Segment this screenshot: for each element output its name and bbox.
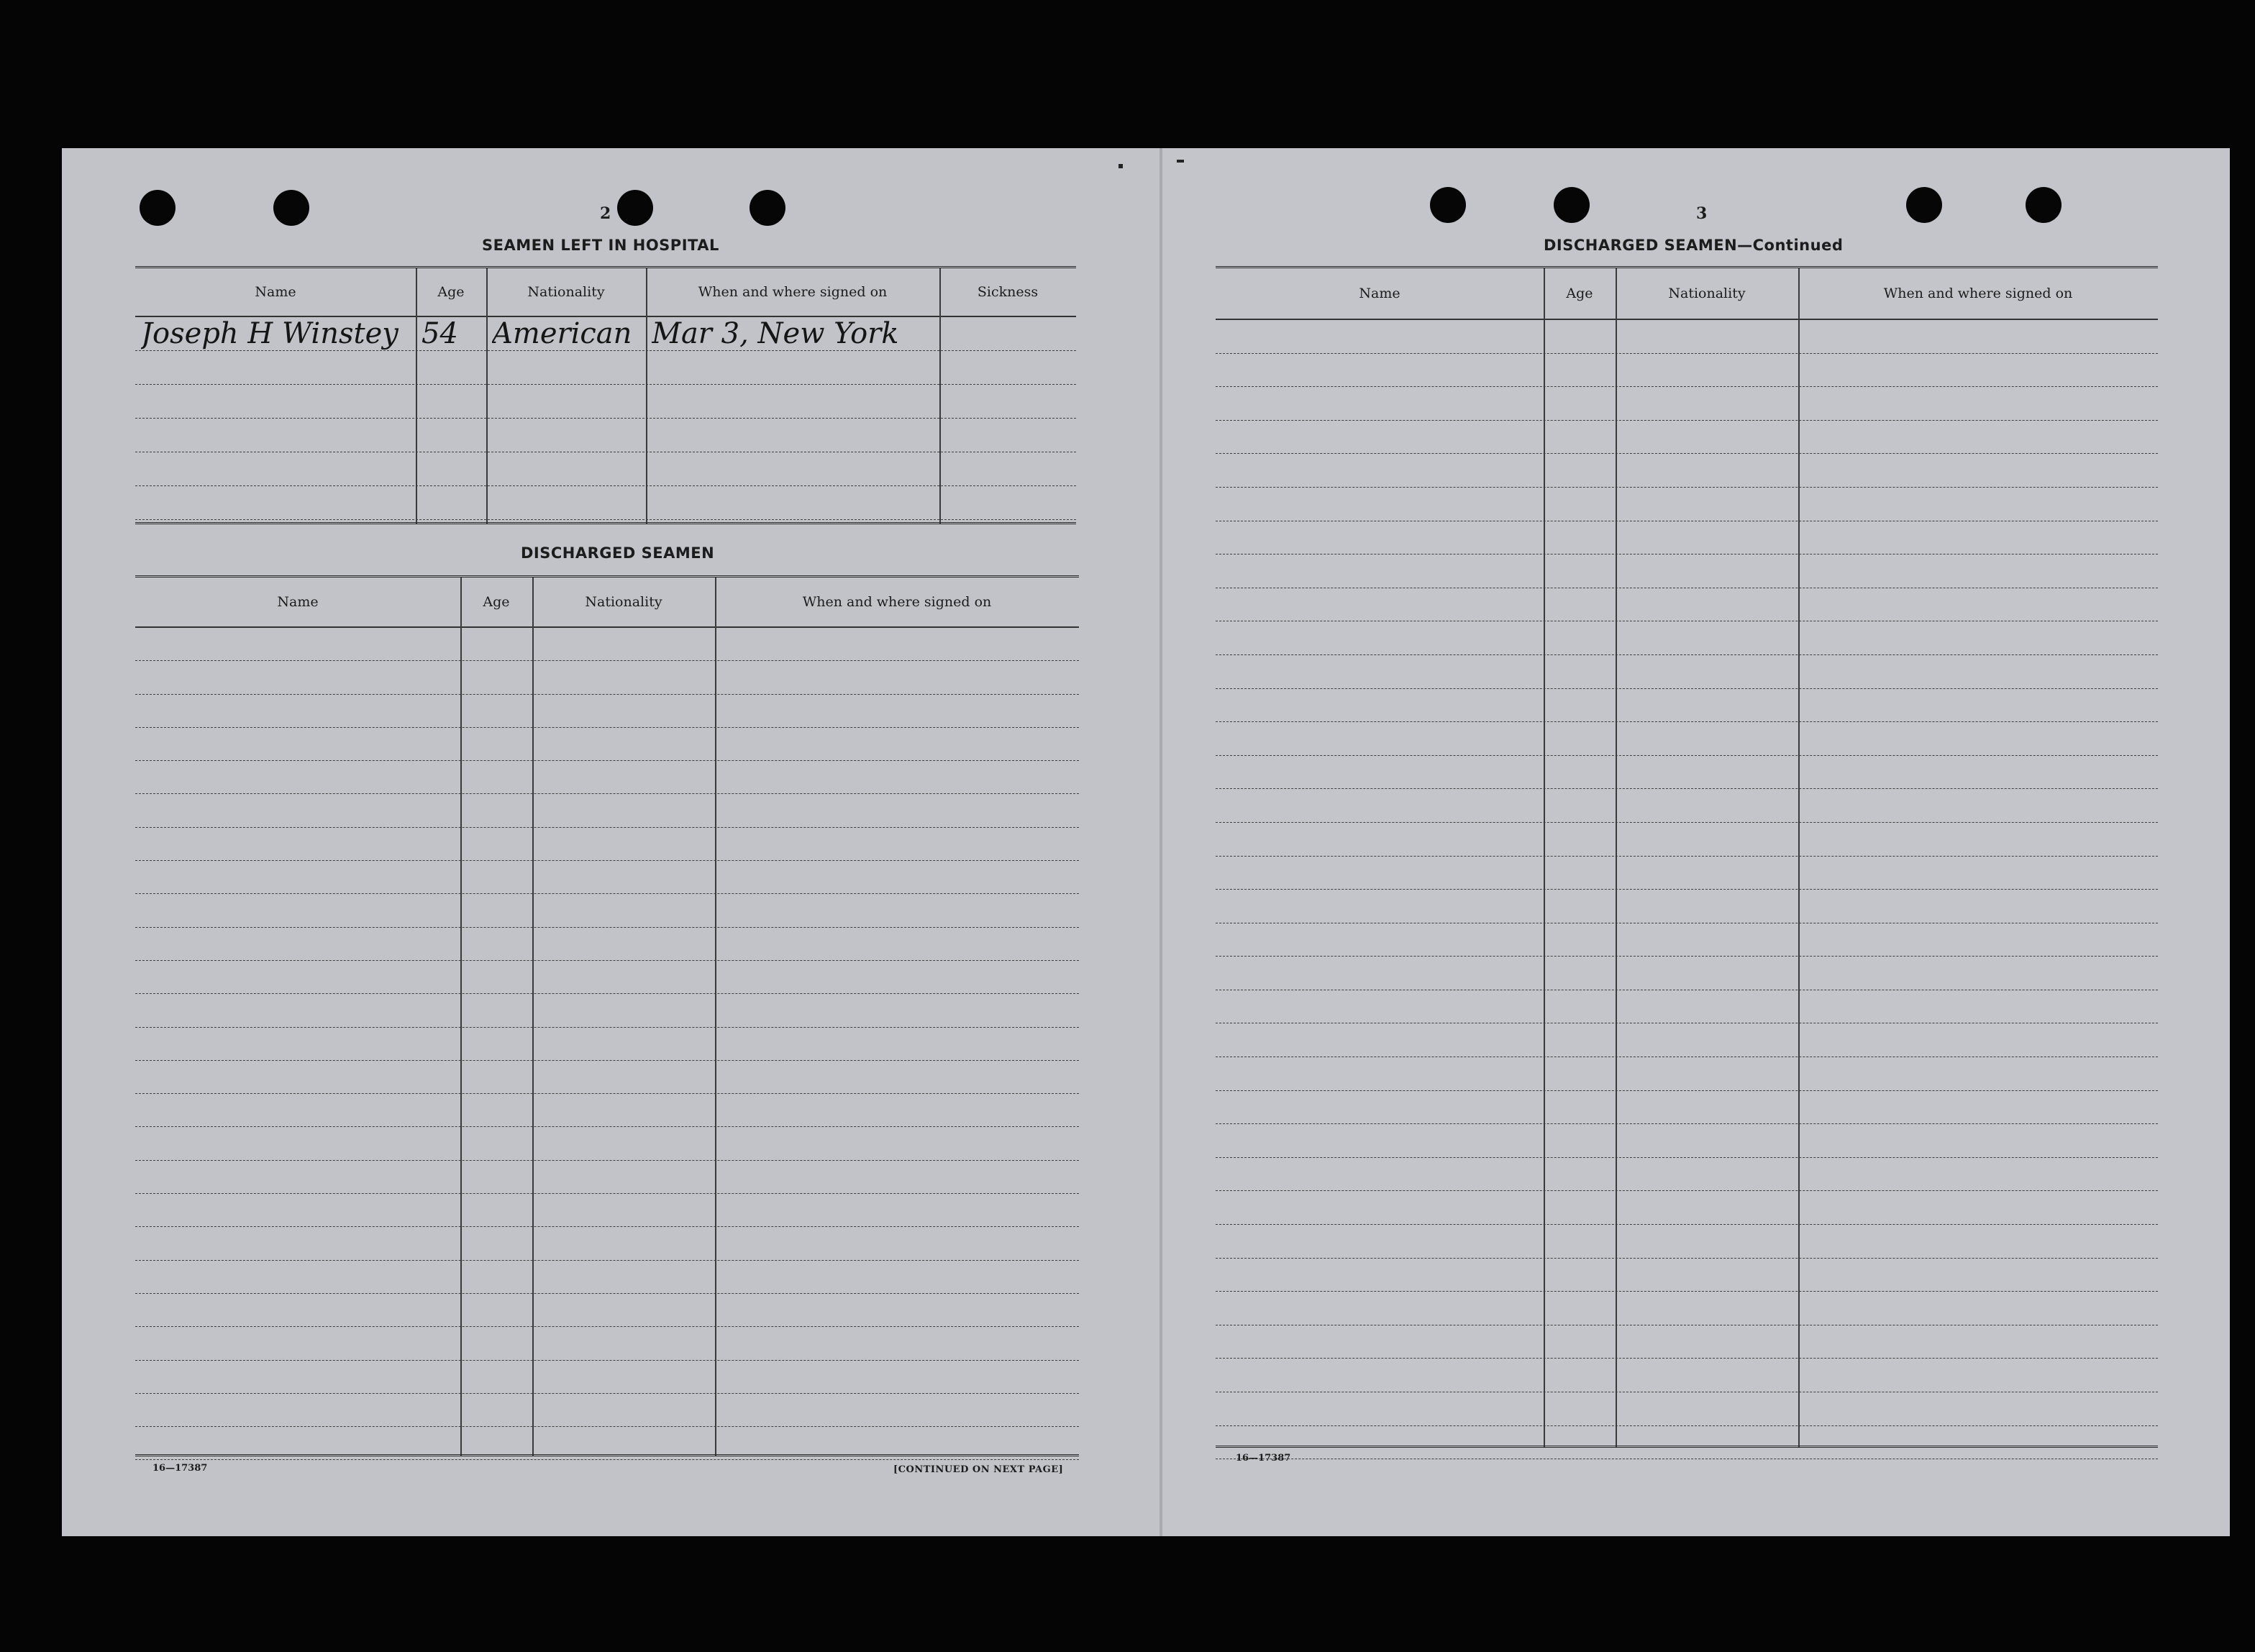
table-row <box>135 928 1079 961</box>
column-header: Nationality <box>1668 286 1746 301</box>
table-row <box>1216 1325 2158 1359</box>
page-fold <box>1160 148 1162 1536</box>
punch-hole <box>1906 187 1942 223</box>
column-header: Nationality <box>527 284 605 300</box>
page-number: 2 <box>600 204 611 223</box>
table-row <box>1216 890 2158 923</box>
discharged-table-body <box>135 628 1079 1460</box>
table-row <box>135 628 1079 661</box>
table-row <box>135 1127 1079 1160</box>
table-row <box>1216 1292 2158 1325</box>
scan-mark <box>1119 164 1123 168</box>
table-row <box>1216 789 2158 823</box>
table-row <box>135 1028 1079 1061</box>
table-row <box>1216 320 2158 354</box>
handwritten-entry: 54 <box>422 317 458 350</box>
page-number: 3 <box>1696 204 1708 223</box>
column-divider <box>939 268 941 524</box>
column-header: Name <box>255 284 296 300</box>
discharged-continued-table <box>1216 266 2158 1448</box>
table-row <box>1216 823 2158 857</box>
table-row <box>135 1161 1079 1194</box>
column-header: When and where signed on <box>698 284 888 300</box>
table-row <box>135 317 1076 351</box>
table-row <box>135 961 1079 994</box>
column-header: Sickness <box>977 284 1039 300</box>
table-row <box>1216 1359 2158 1392</box>
table-row <box>135 1327 1079 1360</box>
table-row <box>135 861 1079 894</box>
table-row <box>135 419 1076 452</box>
scan-mark <box>1177 160 1184 163</box>
continued-note: [CONTINUED ON NEXT PAGE] <box>893 1464 1064 1475</box>
column-divider <box>1798 268 1800 1448</box>
column-divider <box>532 578 534 1456</box>
hospital-table <box>135 266 1076 524</box>
table-row <box>1216 387 2158 421</box>
table-row <box>135 828 1079 861</box>
table-row <box>1216 1225 2158 1259</box>
column-header: Name <box>1359 286 1400 301</box>
table-bottom-rule <box>1216 1446 2158 1448</box>
column-header: Age <box>483 594 510 610</box>
table-row <box>1216 1259 2158 1292</box>
hospital-table-body <box>135 317 1076 520</box>
discharged-table <box>135 575 1079 1456</box>
handwritten-entry: American <box>492 317 632 350</box>
table-row <box>135 385 1076 419</box>
table-row <box>135 794 1079 827</box>
table-row <box>1216 1392 2158 1426</box>
discharged-section-title: DISCHARGED SEAMEN <box>521 544 715 562</box>
table-row <box>1216 923 2158 957</box>
table-row <box>135 1227 1079 1260</box>
table-row <box>135 1294 1079 1327</box>
table-row <box>1216 488 2158 521</box>
table-row <box>135 1061 1079 1094</box>
table-row <box>1216 857 2158 890</box>
column-header: When and where signed on <box>802 594 992 610</box>
discharged-table-header <box>135 578 1079 628</box>
table-row <box>135 728 1079 761</box>
column-header: Age <box>1566 286 1593 301</box>
form-number: 16—17387 <box>152 1463 208 1474</box>
column-divider <box>715 578 716 1456</box>
table-row <box>1216 1124 2158 1158</box>
column-header: When and where signed on <box>1883 286 2073 301</box>
handwritten-entry: Mar 3, New York <box>652 317 899 350</box>
table-row <box>135 1094 1079 1127</box>
hospital-section-title: SEAMEN LEFT IN HOSPITAL <box>482 237 719 254</box>
discharged-continued-table-body <box>1216 320 2158 1459</box>
table-row <box>135 661 1079 694</box>
column-divider <box>646 268 647 524</box>
table-row <box>135 486 1076 520</box>
table-row <box>1216 621 2158 655</box>
punch-hole <box>2026 187 2062 223</box>
table-row <box>135 1194 1079 1227</box>
column-divider <box>416 268 417 524</box>
table-row <box>1216 1023 2158 1057</box>
table-bottom-rule <box>135 522 1076 524</box>
table-row <box>1216 1426 2158 1460</box>
punch-hole <box>617 190 653 226</box>
table-row <box>1216 990 2158 1024</box>
discharged-continued-section-title: DISCHARGED SEAMEN—Continued <box>1544 237 1844 254</box>
table-row <box>1216 1191 2158 1225</box>
table-row <box>1216 588 2158 622</box>
table-row <box>135 894 1079 927</box>
table-row <box>135 761 1079 794</box>
column-header: Nationality <box>585 594 662 610</box>
punch-hole <box>1430 187 1466 223</box>
column-divider <box>486 268 488 524</box>
column-divider <box>1616 268 1617 1448</box>
punch-hole <box>750 190 785 226</box>
discharged-continued-table-header <box>1216 268 2158 320</box>
table-row <box>135 452 1076 486</box>
table-row <box>1216 521 2158 555</box>
column-divider <box>460 578 462 1456</box>
table-row <box>1216 957 2158 990</box>
table-row <box>135 994 1079 1027</box>
table-row <box>135 1394 1079 1427</box>
table-row <box>1216 454 2158 488</box>
table-row <box>1216 722 2158 756</box>
table-row <box>1216 756 2158 790</box>
table-row <box>1216 655 2158 689</box>
table-row <box>1216 555 2158 588</box>
form-number: 16—17387 <box>1236 1453 1291 1464</box>
table-row <box>1216 1057 2158 1091</box>
table-row <box>1216 354 2158 388</box>
handwritten-entry: Joseph H Winstey <box>141 317 398 350</box>
column-divider <box>1544 268 1545 1448</box>
table-row <box>135 695 1079 728</box>
table-row <box>135 1361 1079 1394</box>
column-header: Name <box>277 594 319 610</box>
table-row <box>1216 1091 2158 1125</box>
punch-hole <box>140 190 176 226</box>
table-row <box>1216 689 2158 723</box>
punch-hole <box>1554 187 1590 223</box>
column-header: Age <box>437 284 465 300</box>
table-row <box>1216 421 2158 455</box>
table-row <box>1216 1158 2158 1192</box>
table-bottom-rule <box>135 1454 1079 1456</box>
table-row <box>135 351 1076 385</box>
punch-hole <box>273 190 309 226</box>
table-row <box>135 1261 1079 1294</box>
hospital-table-header <box>135 268 1076 317</box>
